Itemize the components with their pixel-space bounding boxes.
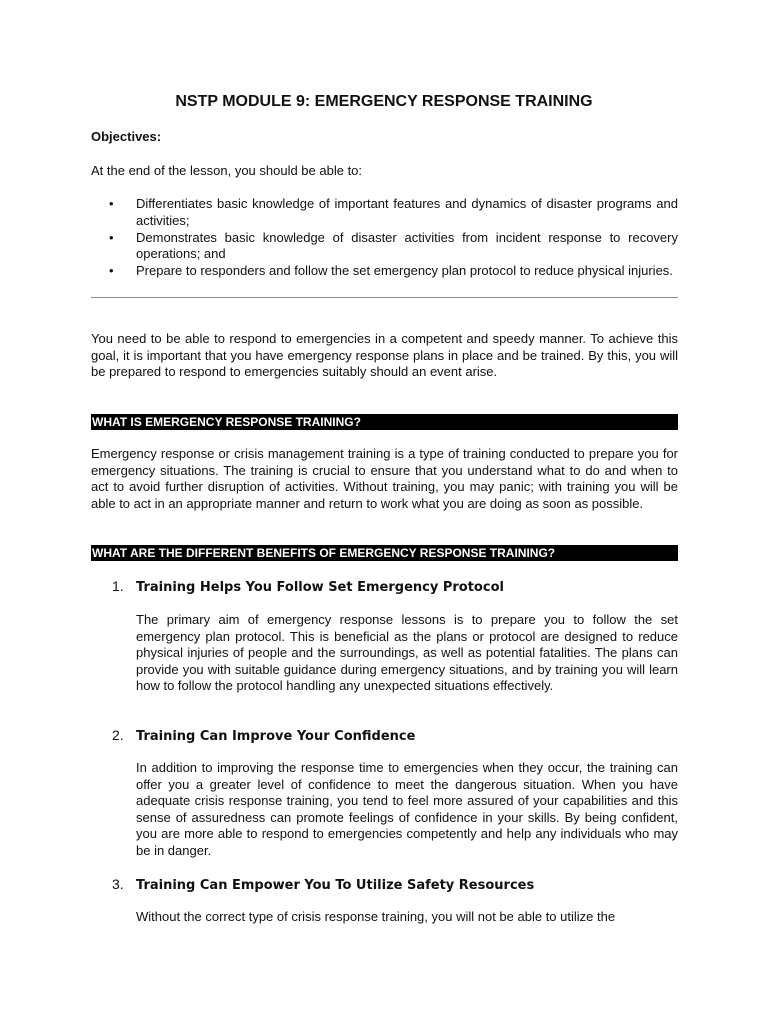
benefit-number: 2. xyxy=(112,727,124,743)
benefit-title: Training Can Empower You To Utilize Safety Resources xyxy=(136,878,535,893)
objectives-intro: At the end of the lesson, you should be able to: xyxy=(91,163,363,178)
benefit-title: Training Can Improve Your Confidence xyxy=(136,729,416,744)
bullet-icon: • xyxy=(109,196,114,211)
document-title: NSTP MODULE 9: EMERGENCY RESPONSE TRAINING xyxy=(175,93,593,110)
benefit-body: The primary aim of emergency response lessons is to prepare you to follow the set emergency plan protocol. This is beneficial as the plans or protocol are designed to reduce physical injuries of people and the surroundings, as well as potential fatalities. The plans can provide you with suitable guidance during emergency situations, and by training you will learn how to follow the protocol handling any unexpected situations effectively. xyxy=(136,612,678,693)
section-heading-what-is: WHAT IS EMERGENCY RESPONSE TRAINING? xyxy=(91,414,678,430)
objectives-list xyxy=(91,196,678,280)
intro-paragraph: You need to be able to respond to emergencies in a competent and speedy manner. To achieve this goal, it is important that you have emergency response plans in place and be trained. By this, you will be prepared to respond to emergencies suitably should an event arise. xyxy=(91,331,678,379)
objective-item xyxy=(91,263,678,280)
objective-text: Demonstrates basic knowledge of disaster activities from incident response to recovery operations; and xyxy=(136,229,678,261)
benefit-heading xyxy=(112,876,678,893)
benefit-body: In addition to improving the response time to emergencies when they occur, the training can offer you a greater level of confidence to meet the dangerous situation. When you have adequate crisis response training, you tend to feel more assured of your capabilities and this sense of assuredness can promote feelings of confidence in your skills. By being confident, you are more able to respond to emergencies competently and help any individuals who may be in danger. xyxy=(136,760,678,858)
benefit-number: 3. xyxy=(112,876,124,892)
horizontal-divider xyxy=(91,297,678,298)
benefit-title: Training Helps You Follow Set Emergency Protocol xyxy=(136,580,504,595)
bullet-icon: • xyxy=(109,229,114,245)
section-heading-benefits: WHAT ARE THE DIFFERENT BENEFITS OF EMERGENCY RESPONSE TRAINING? xyxy=(91,545,678,561)
objective-item xyxy=(91,230,678,263)
benefit-heading xyxy=(112,578,678,595)
objective-text: Differentiates basic knowledge of important features and dynamics of disaster programs and activities; xyxy=(136,196,678,228)
benefit-body: Without the correct type of crisis response training, you will not be able to utilize the xyxy=(136,909,616,924)
objectives-label: Objectives: xyxy=(91,129,162,144)
benefit-number: 1. xyxy=(112,578,124,594)
bullet-icon: • xyxy=(109,263,114,278)
benefit-heading xyxy=(112,727,678,744)
objective-text: Prepare to responders and follow the set emergency plan protocol to reduce physical injuries. xyxy=(136,263,673,278)
section1-paragraph: Emergency response or crisis management training is a type of training conducted to prepare you for emergency situations. The training is crucial to ensure that you understand what to do and when to act to avoid further disruption of activities. Without training, you may panic; with training you will be able to act in an appropriate manner and return to work what you are doing as soon as possible. xyxy=(91,446,678,511)
objective-item xyxy=(91,196,678,229)
